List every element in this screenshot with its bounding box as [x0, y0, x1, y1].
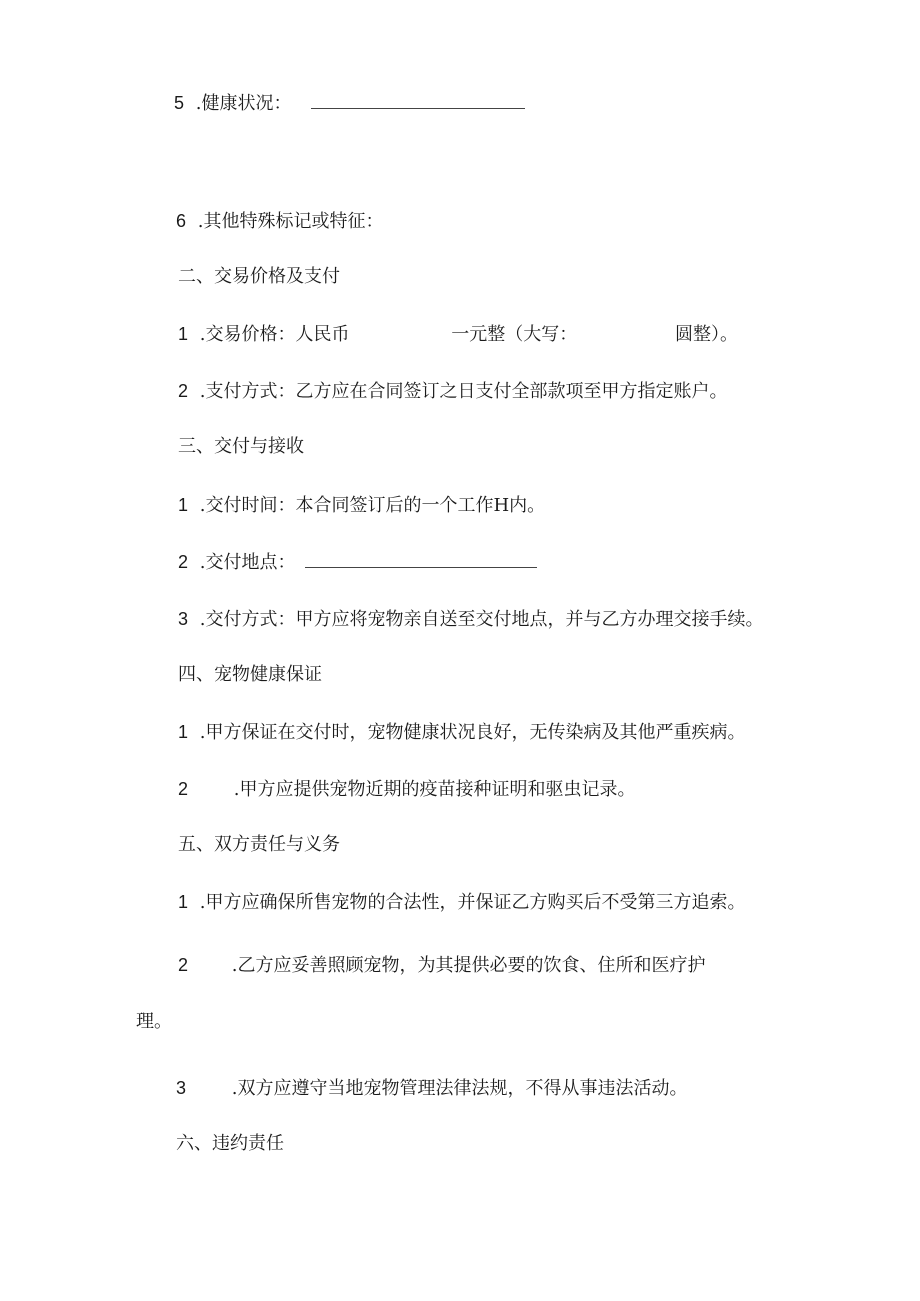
- section-heading-breach: [176, 1133, 284, 1155]
- item-text: .支付方式：乙方应在合同签订之日支付全部款项至甲方指定账户。: [199, 381, 728, 402]
- item-text-price: .交易价格：人民币: [199, 324, 350, 345]
- section-heading-responsibilities: [178, 834, 340, 856]
- item-number: 6: [176, 211, 187, 231]
- delivery-place-blank: [305, 553, 537, 568]
- section-heading-text: 五、双方责任与义务: [178, 834, 340, 855]
- item-number: 2: [178, 552, 189, 572]
- item-delivery-time: [178, 494, 545, 517]
- item-number: 1: [178, 722, 189, 742]
- item-special-marks: [176, 210, 383, 233]
- health-status-blank: [311, 94, 525, 109]
- item-text: .交付时间：本合同签订后的一个工作H内。: [199, 495, 546, 516]
- item-health-status: [174, 92, 525, 115]
- item-payment-method: [178, 380, 727, 403]
- item-delivery-place: [178, 551, 537, 574]
- item-number: 5: [174, 93, 185, 113]
- item-text: .交付地点：: [199, 552, 296, 573]
- section-heading-text: 三、交付与接收: [178, 436, 304, 457]
- item-text-amount: 一元整（大写：: [451, 324, 578, 345]
- section-heading-health-guarantee: [178, 664, 322, 686]
- section-heading-text: 四、宠物健康保证: [178, 664, 322, 685]
- item-text: .甲方保证在交付时，宠物健康状况良好，无传染病及其他严重疾病。: [199, 722, 746, 743]
- item-number: 2: [178, 779, 189, 799]
- item-number: 3: [176, 1078, 187, 1098]
- item-vaccine-records: [178, 778, 635, 801]
- item-text: .交付方式：甲方应将宠物亲自送至交付地点，并与乙方办理交接手续。: [199, 609, 764, 630]
- item-text-capital: 圆整）。: [674, 324, 738, 345]
- item-text: .其他特殊标记或特征：: [197, 211, 384, 232]
- item-text: .甲方应确保所售宠物的合法性，并保证乙方购买后不受第三方追索。: [199, 892, 746, 913]
- item-legality: [178, 891, 745, 914]
- item-price: [178, 323, 738, 346]
- section-heading-text: 二、交易价格及支付: [178, 266, 340, 287]
- item-number: 2: [178, 955, 189, 975]
- section-heading-text: 六、违约责任: [176, 1133, 284, 1154]
- item-text: .乙方应妥善照顾宠物，为其提供必要的饮食、住所和医疗护: [231, 955, 706, 976]
- item-delivery-method: [178, 608, 763, 631]
- item-care: [178, 954, 705, 977]
- item-care-continuation: [136, 1011, 172, 1033]
- item-compliance: [176, 1077, 687, 1100]
- item-text: .健康状况：: [195, 93, 292, 114]
- section-heading-price-payment: [178, 266, 340, 288]
- item-number: 3: [178, 609, 189, 629]
- item-text: .甲方应提供宠物近期的疫苗接种证明和驱虫记录。: [233, 779, 636, 800]
- item-text: 理。: [136, 1011, 172, 1032]
- item-number: 1: [178, 324, 189, 344]
- item-health-guarantee: [178, 721, 745, 744]
- item-number: 1: [178, 495, 189, 515]
- item-number: 2: [178, 381, 189, 401]
- section-heading-delivery: [178, 436, 304, 458]
- item-text: .双方应遵守当地宠物管理法律法规，不得从事违法活动。: [231, 1078, 688, 1099]
- item-number: 1: [178, 892, 189, 912]
